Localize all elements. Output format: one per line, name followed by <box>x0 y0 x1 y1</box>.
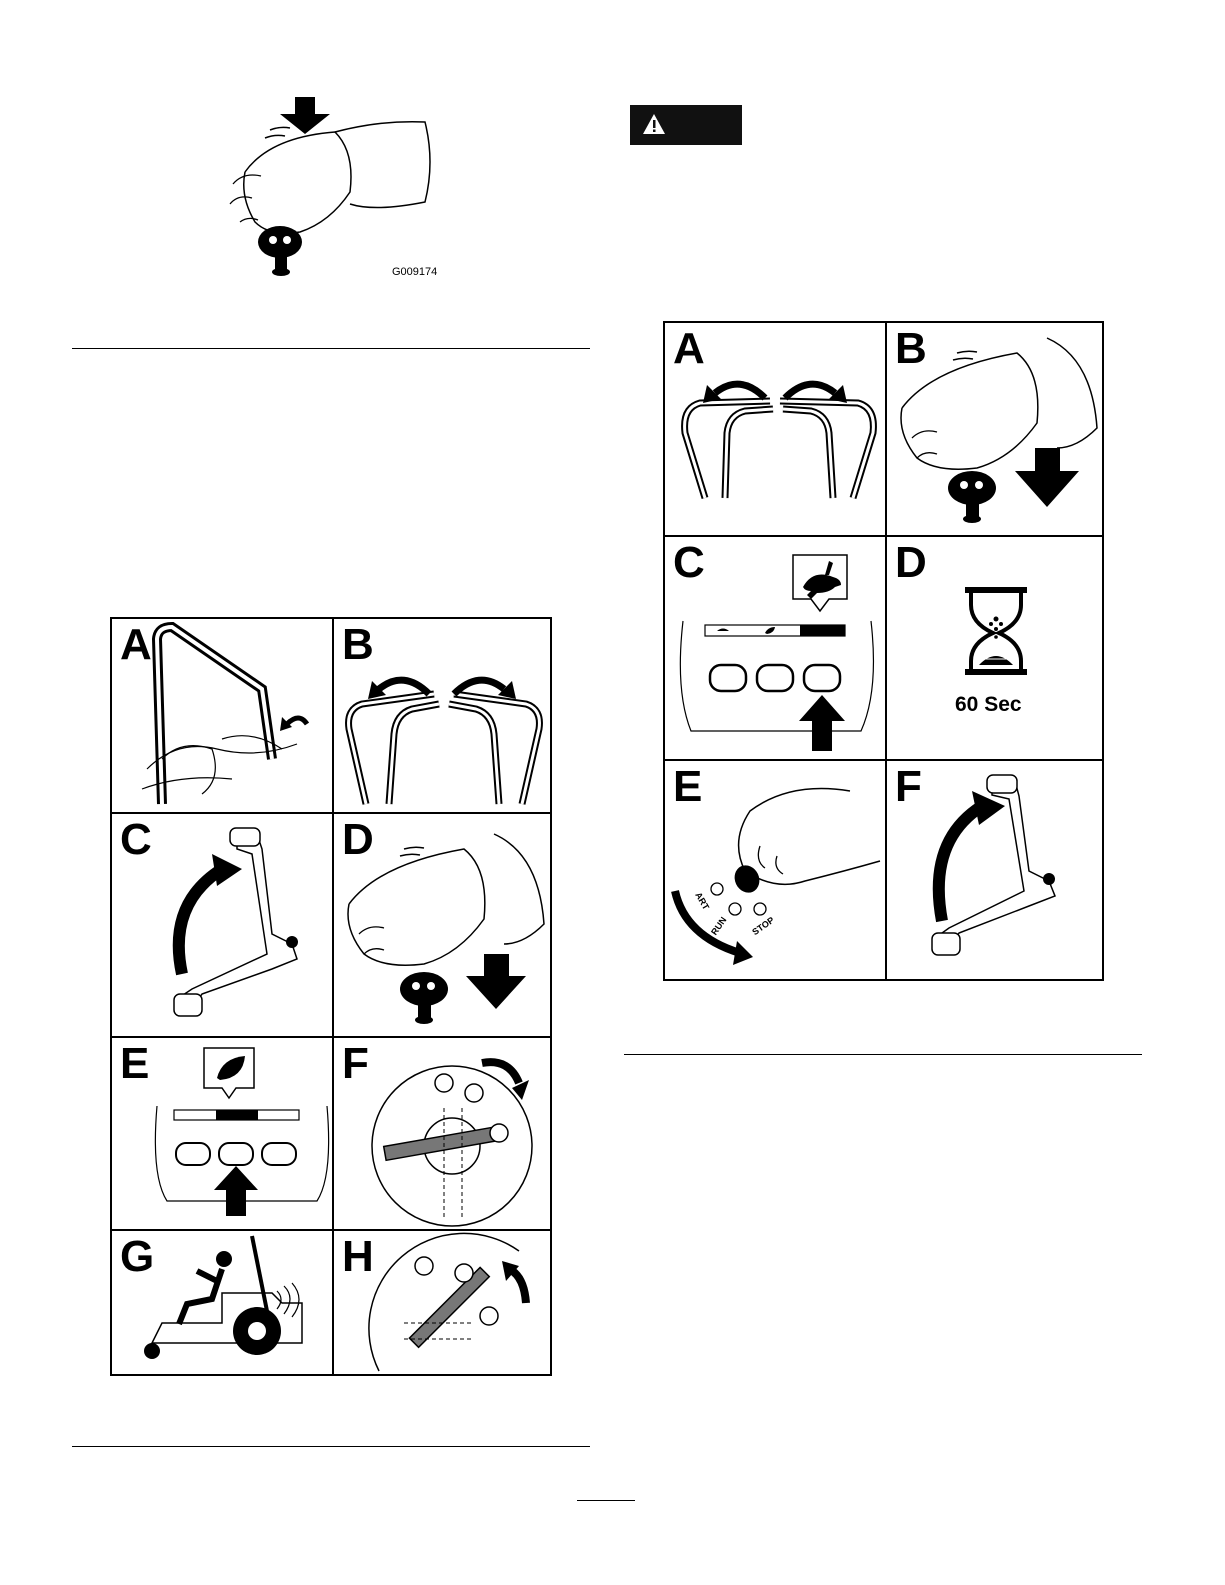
left-panel-g <box>112 1231 332 1374</box>
left-panel-a <box>112 619 332 812</box>
panel-letter: B <box>895 324 927 373</box>
panel-letter: C <box>673 538 705 587</box>
panel-letter: E <box>673 762 703 811</box>
right-panel-d <box>887 537 1102 759</box>
key-label-start: ART <box>693 890 712 912</box>
right-panel-b <box>887 323 1102 535</box>
panel-letter: A <box>120 620 152 669</box>
down-arrow-icon <box>1015 448 1079 507</box>
divider-rule <box>72 348 590 349</box>
left-panel-b <box>334 619 550 812</box>
right-panel-e <box>665 761 885 979</box>
panel-letter: D <box>895 538 927 587</box>
key-label-run: RUN <box>709 915 729 937</box>
panel-letter: A <box>673 324 705 373</box>
key-label-stop: STOP <box>750 914 777 938</box>
page-number-rule <box>577 1500 635 1501</box>
right-panel-f <box>887 761 1102 979</box>
figure-id-label: G009174 <box>392 266 438 278</box>
right-panel-c <box>665 537 885 759</box>
panel-letter: F <box>895 762 922 811</box>
panel-letter: E <box>120 1039 150 1088</box>
panel-letter: B <box>342 620 374 669</box>
left-panel-c <box>112 814 332 1036</box>
left-panel-f <box>334 1038 550 1229</box>
panel-letter: C <box>120 815 152 864</box>
warning-triangle-icon <box>642 113 666 135</box>
panel-letter: G <box>120 1232 155 1281</box>
left-panel-e <box>112 1038 332 1229</box>
panel-letter: F <box>342 1039 369 1088</box>
down-arrow-icon <box>466 954 526 1009</box>
right-panel-a <box>665 323 885 535</box>
panel-letter: H <box>342 1232 374 1281</box>
left-step-grid <box>110 617 552 1376</box>
sixty-seconds-label: 60 Sec <box>955 693 1022 716</box>
divider-rule <box>72 1446 590 1447</box>
left-panel-d <box>334 814 550 1036</box>
warning-bar <box>630 105 742 145</box>
down-arrow-icon <box>280 97 330 134</box>
hand-press-knob-illustration <box>215 92 475 292</box>
right-step-grid <box>663 321 1104 981</box>
panel-letter: D <box>342 815 374 864</box>
divider-rule <box>624 1054 1142 1055</box>
top-figure <box>215 92 475 292</box>
left-panel-h <box>334 1231 550 1374</box>
